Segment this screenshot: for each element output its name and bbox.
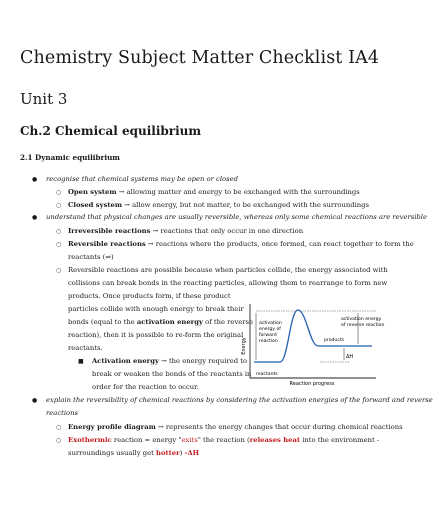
energy-profile-item: Energy profile diagram → represents the energy changes that occur during chemical reactions [68,423,403,431]
bullet-disc-icon [32,396,37,405]
x-axis-label: Reaction progress [289,381,335,387]
energy-profile-diagram [240,300,385,387]
open-system-item: Open system → allowing matter and energy to be exchanged with the surroundings [68,188,360,196]
bullet-circle-icon [56,240,61,249]
activation-energy-item: Activation energy → the energy required to [92,357,248,365]
explanation-line: particles collide with enough energy to break their [68,305,244,313]
explanation-line: products. Once products form, if these product [68,292,231,300]
ea-reverse-label: activation energy of reverse reaction [341,317,385,328]
reactants-label: reactants [256,372,278,377]
objective-activation-energies: explain the reversibility of chemical reactions by considering the activation energies of the forward and reverse [46,396,433,404]
explanation-line: bonds (equal to the activation energy of the reverse [68,318,254,326]
explanation-line: reaction), then it is possible to re-form the original [68,331,244,339]
bullet-circle-icon [56,227,61,236]
exothermic-item-cont: surroundings usually get hotter) -ΔH [68,449,200,457]
objective-activation-energies-cont: reactions [46,409,78,417]
bullet-circle-icon [56,201,61,210]
explanation-line: reactants. [68,344,103,352]
bullet-square-icon [78,357,84,366]
ea-forward-label: activation energy of forward reaction [259,321,282,344]
objective-open-closed: recognise that chemical systems may be open or closed [46,175,238,183]
bullet-circle-icon [56,266,61,275]
objective-reversible: understand that physical changes are usually reversible, whereas only some chemical reactions are reversible [46,213,427,221]
reversible-item-cont: reactants (⇌) [68,253,114,261]
activation-energy-cont: order for the reaction to occur. [92,383,199,391]
unit-heading: Unit 3 [20,90,68,108]
irreversible-item: Irreversible reactions → reactions that only occur in one direction [68,227,304,235]
delta-h-label: ΔH [346,354,354,360]
bullet-disc-icon [32,213,37,222]
closed-system-item: Closed system → allow energy, but not matter, to be exchanged with the surroundings [68,201,369,209]
bullet-disc-icon [32,175,37,184]
page-title: Chemistry Subject Matter Checklist IA4 [20,48,380,68]
bullet-circle-icon [56,188,61,197]
bullet-circle-icon [56,423,61,432]
explanation-line: Reversible reactions are possible because when particles collide, the energy associated with [68,266,388,274]
reversible-item: Reversible reactions → reactions where the products, once formed, can react together to form the [68,240,414,248]
exothermic-item: Exothermic reaction = energy "exits" the reaction (releases heat into the environment - [68,436,380,444]
explanation-line: collisions can break bonds in the reacting particles, allowing them to rearrange to form new [68,279,388,287]
section-heading: 2.1 Dynamic equilibrium [20,153,120,162]
products-label: products [324,338,345,343]
bullet-circle-icon [56,436,61,445]
chapter-heading: Ch.2 Chemical equilibrium [20,124,202,138]
activation-energy-cont: break or weaken the bonds of the reactants in [92,370,252,378]
y-axis-label: Energy [241,337,247,355]
